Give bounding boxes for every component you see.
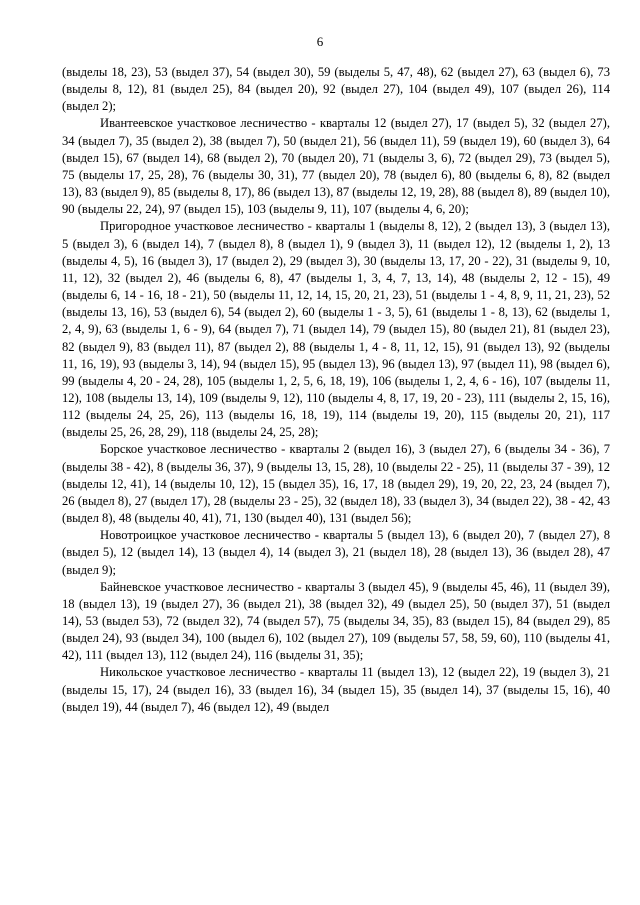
paragraph-novotroitskoe: Новотроицкое участковое лесничество - кварталы 5 (выдел 13), 6 (выдел 20), 7 (выдел 27), 8 (выдел 5), 12 (выдел 14), 13 (выдел 4), 14 (выдел 3), 21 (выдел 18), 28 (выдел 13), 36 (выдел 28), 47 (выдел 9); xyxy=(62,528,610,577)
paragraph-ivanteevskoe: Ивантеевское участковое лесничество - кварталы 12 (выдел 27), 17 (выдел 5), 32 (выдел 27), 34 (выдел 7), 35 (выдел 2), 38 (выдел 7), 50 (выдел 21), 56 (выдел 11), 59 (выдел 19), 60 (выдел 3), 64 (выдел 15), 67 (выдел 14), 68 (выдел 2), 70 (выдел 20), 71 (выделы 3, 6), 72 (выдел 29), 73 (выдел 5), 75 (выделы 17, 25, 28), 76 (выделы 30, 31), 77 (выдел 20), 78 (выдел 6), 80 (выделы 6, 8), 82 (выдел 13), 83 (выдел 9), 85 (выделы 8, 17), 86 (выдел 13), 87 (выделы 12, 19, 28), 88 (выдел 8), 89 (выдел 10), 90 (выделы 22, 24), 97 (выдел 15), 103 (выделы 9, 11), 107 (выделы 4, 6, 20); xyxy=(62,116,610,217)
paragraph-borskoe: Борское участковое лесничество - кварталы 2 (выдел 16), 3 (выдел 27), 6 (выделы 34 - 36), 7 (выделы 38 - 42), 8 (выделы 36, 37), 9 (выделы 13, 15, 28), 10 (выделы 22 - 25), 11 (выделы 37 - 39), 12 (выделы 12, 41), 14 (выделы 10, 12), 15 (выдел 35), 16, 17, 18 (выдел 29), 19, 20, 22, 23, 24 (выдел 7), 26 (выдел 8), 27 (выдел 17), 28 (выделы 23 - 25), 32 (выдел 18), 33 (выдел 3), 34 (выдел 22), 38 - 42, 43 (выдел 8), 48 (выделы 40, 41), 71, 130 (выдел 40), 131 (выдел 56); xyxy=(62,442,610,526)
page-number: 6 xyxy=(316,34,324,49)
paragraph-continuation: (выделы 18, 23), 53 (выдел 37), 54 (выдел 30), 59 (выделы 5, 47, 48), 62 (выдел 27), 63 (выдел 6), 73 (выделы 8, 12), 81 (выдел 25), 84 (выдел 20), 92 (выдел 27), 104 (выдел 49), 107 (выдел 26), 114 (выдел 2); xyxy=(62,65,610,114)
paragraph-nikolskoe: Никольское участковое лесничество - кварталы 11 (выдел 13), 12 (выдел 22), 19 (выдел 3), 21 (выделы 15, 17), 24 (выдел 16), 33 (выдел 16), 34 (выдел 15), 35 (выдел 14), 37 (выделы 15, 16), 40 (выдел 19), 44 (выдел 7), 46 (выдел 12), 49 (выдел xyxy=(62,665,610,714)
document-body xyxy=(62,64,610,716)
paragraph-baynevskoe: Байневское участковое лесничество - кварталы 3 (выдел 45), 9 (выделы 45, 46), 11 (выдел 39), 18 (выдел 13), 19 (выдел 27), 36 (выдел 21), 38 (выдел 32), 49 (выдел 25), 50 (выдел 37), 51 (выдел 14), 53 (выдел 53), 72 (выдел 32), 74 (выдел 57), 75 (выделы 34, 35), 83 (выдел 15), 84 (выдел 29), 85 (выдел 24), 93 (выдел 34), 100 (выдел 6), 102 (выдел 27), 109 (выделы 57, 58, 59, 60), 110 (выделы 41, 42), 111 (выдел 13), 112 (выдел 24), 116 (выделы 31, 35); xyxy=(62,579,610,663)
paragraph-prigorodnoe: Пригородное участковое лесничество - кварталы 1 (выделы 8, 12), 2 (выдел 13), 3 (выдел 13), 5 (выдел 3), 6 (выдел 14), 7 (выдел 8), 8 (выдел 1), 9 (выдел 3), 11 (выдел 12), 12 (выделы 1, 2), 13 (выделы 4, 5), 16 (выдел 3), 17 (выдел 2), 29 (выдел 3), 30 (выделы 13, 17, 20 - 22), 31 (выделы 9, 10, 11, 12), 32 (выдел 2), 46 (выделы 6, 8), 47 (выделы 1, 3, 4, 7, 13, 14), 48 (выделы 2, 12 - 15), 49 (выделы 6, 14 - 16, 18 - 21), 50 (выделы 11, 12, 14, 15, 20, 21, 23), 51 (выделы 1 - 4, 8, 9, 11, 21, 23), 52 (выделы 13, 16), 53 (выдел 6), 54 (выдел 2), 60 (выделы 1 - 3, 5), 61 (выделы 1 - 8, 13), 62 (выделы 1, 2, 4, 9), 63 (выделы 1, 6 - 9), 64 (выдел 7), 71 (выдел 14), 79 (выдел 15), 80 (выдел 21), 81 (выдел 23), 82 (выдел 9), 83 (выдел 11), 87 (выдел 2), 88 (выделы 1, 4 - 8, 11, 12, 15), 91 (выдел 13), 92 (выделы 11, 16, 19), 93 (выделы 3, 14), 94 (выдел 15), 95 (выдел 13), 96 (выдел 13), 97 (выдел 11), 98 (выдел 6), 99 (выделы 4, 20 - 24, 28), 105 (выделы 1, 2, 5, 6, 18, 19), 106 (выделы 1, 2, 4, 6 - 16), 107 (выделы 11, 12), 108 (выделы 13, 14), 109 (выделы 9, 12), 110 (выделы 4, 8, 17, 19, 20 - 23), 111 (выделы 2, 15, 16), 112 (выделы 24, 25, 26), 113 (выделы 16, 18, 19), 114 (выделы 19, 20), 115 (выделы 20, 21), 117 (выделы 25, 26, 28, 29), 118 (выделы 24, 25, 28); xyxy=(62,219,610,440)
